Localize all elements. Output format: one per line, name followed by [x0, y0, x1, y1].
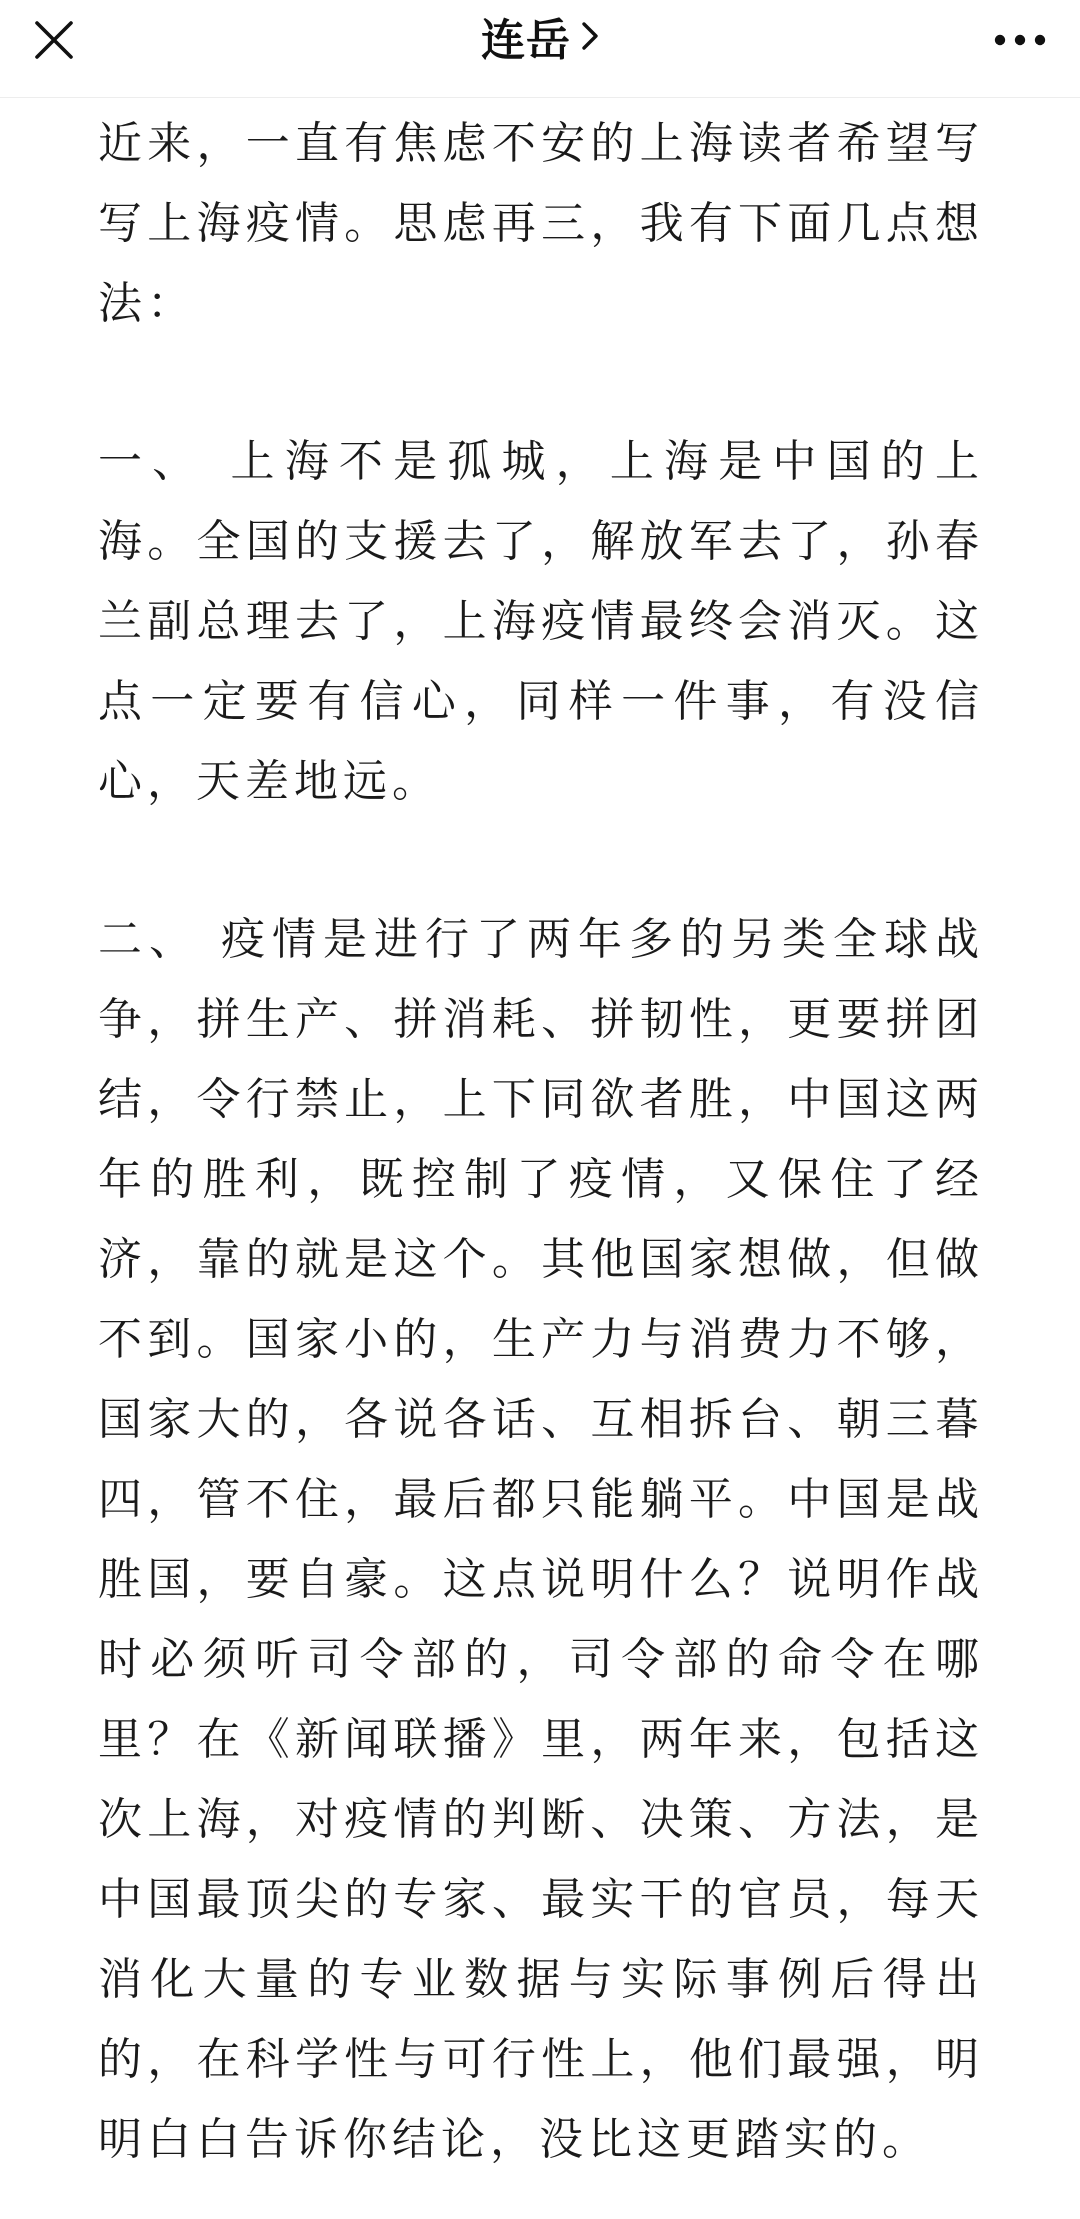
paragraph-spacer: [98, 344, 984, 422]
article-paragraph-point-two: 二、 疫情是进行了两年多的另类全球战争，拼生产、拼消耗、拼韧性，更要拼团结，令行禁止，上下同欲者胜，中国这两年的胜利，既控制了疫情，又保住了经济，靠的就是这个。其他国家想做，但做不到。国家小的，生产力与消费力不够，国家大的，各说各话、互相拆台、朝三暮四，管不住，最后都只能躺平。中国是战胜国，要自豪。这点说明什么？说明作战时必须听司令部的，司令部的命令在哪里？在《新闻联播》里，两年来，包括这次上海，对疫情的判断、决策、方法，是中国最顶尖的专家、最实干的官员，每天消化大量的专业数据与实际事例后得出的，在科学性与可行性上，他们最强，明明白白告诉你结论，没比这更踏实的。: [98, 914, 984, 2165]
more-options-button[interactable]: [982, 8, 1058, 72]
paragraph-spacer: [98, 822, 984, 900]
top-navigation-bar: [0, 0, 1080, 98]
more-horizontal-icon: [994, 34, 1046, 46]
account-title-link[interactable]: [0, 0, 1080, 72]
article-paragraph-point-one: 一、 上海不是孤城，上海是中国的上海。全国的支援去了，解放军去了，孙春兰副总理去了，上海疫情最终会消灭。这点一定要有信心，同样一件事，有没信心，天差地远。: [98, 436, 984, 807]
account-name: 连岳: [481, 15, 571, 66]
article-paragraph-intro: 近来，一直有焦虑不安的上海读者希望写写上海疫情。思虑再三，我有下面几点想法：: [98, 118, 984, 329]
article-body: [98, 104, 984, 2180]
chevron-right-icon: [581, 21, 599, 51]
